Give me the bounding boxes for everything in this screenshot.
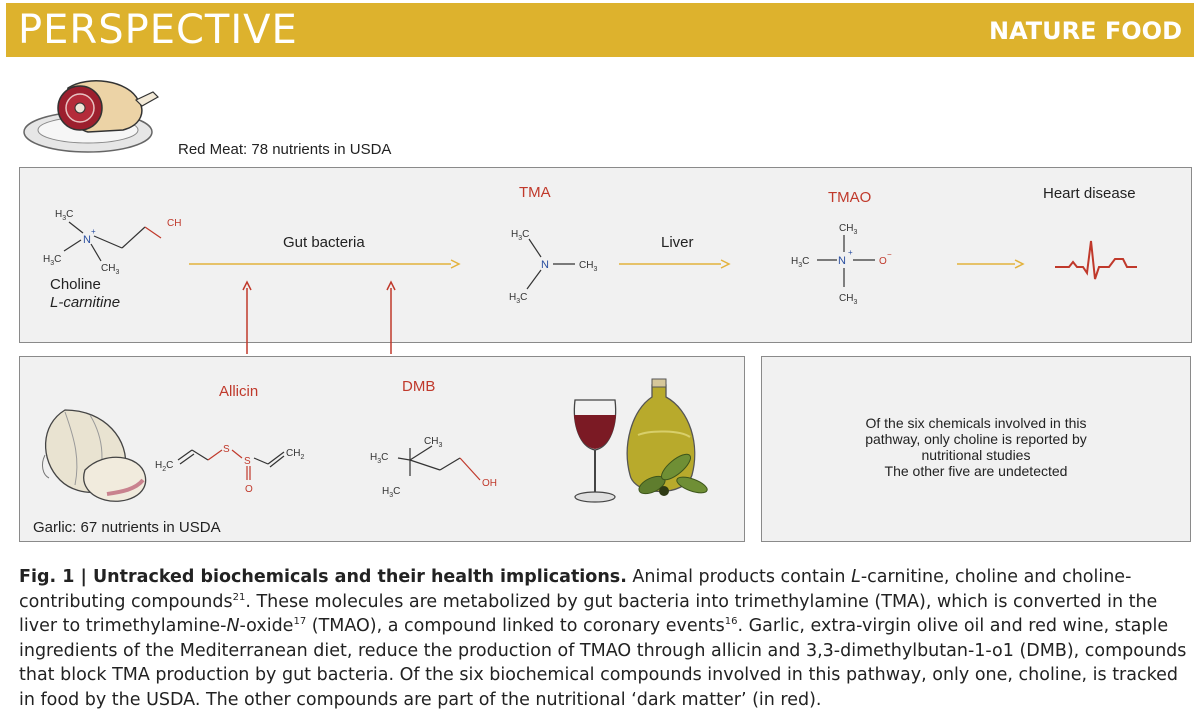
svg-text:CH3: $CH_3$ (101, 263, 120, 276)
allicin-structure (178, 450, 284, 480)
wine-glass-icon (574, 400, 616, 502)
inhibitor-structures (150, 420, 510, 510)
dmb-label: DMB (402, 378, 436, 395)
reference-superscript: 21 (232, 591, 246, 603)
liver-label: Liver (661, 234, 694, 251)
dmb-structure (398, 446, 480, 480)
caption-text: . Garlic, extra-virgin olive oil and red wine, staple ingredients of the Mediterranean diet, reduce the production of TMAO through allicin and 3,3-dimethylbutan-1-o1 (DMB), compounds that block TMA production by gut bacteria. Of the six biochemical compounds involved in this pathway, only one, choline, is tracked in food by the USDA. The other compounds are part of the nutritional ‘dark matter’ (in red). (19, 616, 1187, 710)
tmao-structure (817, 235, 875, 287)
svg-text:N: N (83, 234, 91, 246)
svg-text:OH: OH (482, 478, 497, 489)
svg-text:N: N (838, 255, 846, 267)
caption-text: . These molecules are metabolized by gut bacteria into trimethylamine (TMA), which is converted in the liver to trimethylamine- (19, 591, 1158, 636)
pathway-diagram (19, 167, 1191, 342)
note-line: Of the six chemicals involved in this (865, 415, 1087, 431)
svg-text:S: S (244, 456, 251, 467)
allicin-label: Allicin (219, 383, 259, 400)
inhibition-arrows (230, 278, 405, 358)
svg-text:CH2: $CH_2$ (286, 448, 305, 461)
svg-text:N: N (541, 259, 549, 271)
red-meat-illustration (18, 70, 168, 160)
svg-text:H3C: $H_3C$ (370, 452, 389, 465)
heart-disease-label: Heart disease (1043, 185, 1136, 202)
svg-text:H3C: $H_3C$ (382, 486, 401, 499)
garlic-illustration (35, 400, 155, 510)
caption-text: (TMAO), a compound linked to coronary events (306, 616, 725, 636)
tma-structure (527, 239, 575, 289)
svg-text:CH3: $CH_3$ (579, 260, 598, 273)
red-meat-label: Red Meat: 78 nutrients in USDA (178, 141, 392, 158)
note-line: pathway, only choline is reported by (865, 431, 1087, 447)
journal-header (6, 3, 1194, 57)
svg-text:−: − (887, 250, 892, 259)
svg-text:H3C: $H_3C$ (43, 254, 62, 267)
svg-text:H3C: $H_3C$ (511, 229, 530, 242)
note-panel (761, 356, 1191, 542)
reference-superscript: 16 (724, 616, 738, 628)
svg-text:CH3: $CH_3$ (839, 223, 858, 236)
svg-text:O: O (245, 484, 253, 495)
gut-bacteria-label: Gut bacteria (283, 234, 365, 251)
reference-superscript: 17 (293, 616, 307, 628)
svg-text:H2C: $H_2C$ (155, 460, 174, 473)
garlic-label: Garlic: 67 nutrients in USDA (33, 519, 221, 536)
svg-text:S: S (223, 444, 230, 455)
caption-text: -oxide (239, 616, 294, 636)
carnitine-label: L-carnitine (50, 294, 121, 311)
tmao-label: TMAO (828, 189, 872, 206)
caption-text: Animal products contain (626, 567, 852, 587)
choline-label: Choline (50, 276, 101, 293)
caption-text: -carnitine, choline and choline-contributing compounds (19, 567, 1132, 612)
svg-text:H3C: $H_3C$ (509, 292, 528, 305)
svg-text:CH: CH (167, 218, 182, 229)
caption-italic: L (851, 567, 861, 587)
svg-text:CH3: $CH_3$ (839, 293, 858, 306)
svg-text:CH3: $CH_3$ (424, 436, 443, 449)
tma-label: TMA (519, 184, 551, 201)
svg-text:O: O (879, 256, 887, 267)
choline-structure (64, 222, 161, 261)
wine-and-olive-oil-illustration (560, 375, 720, 510)
section-title: PERSPECTIVE (18, 7, 298, 53)
note-line: The other five are undetected (884, 463, 1068, 479)
journal-name: NATURE FOOD (988, 17, 1182, 45)
note-text (762, 415, 1190, 479)
figure-label: Fig. 1 | Untracked biochemicals and their health implications. (19, 567, 627, 587)
ecg-heart-icon (1055, 241, 1137, 279)
caption-italic: N (226, 616, 240, 636)
svg-text:H3C: $H_3C$ (791, 256, 810, 269)
note-line: nutritional studies (921, 447, 1031, 463)
svg-text:H3C: $H_3C$ (55, 209, 74, 222)
olive-oil-jug-icon (627, 379, 709, 497)
svg-text:+: + (848, 248, 853, 257)
svg-text:+: + (91, 227, 96, 236)
